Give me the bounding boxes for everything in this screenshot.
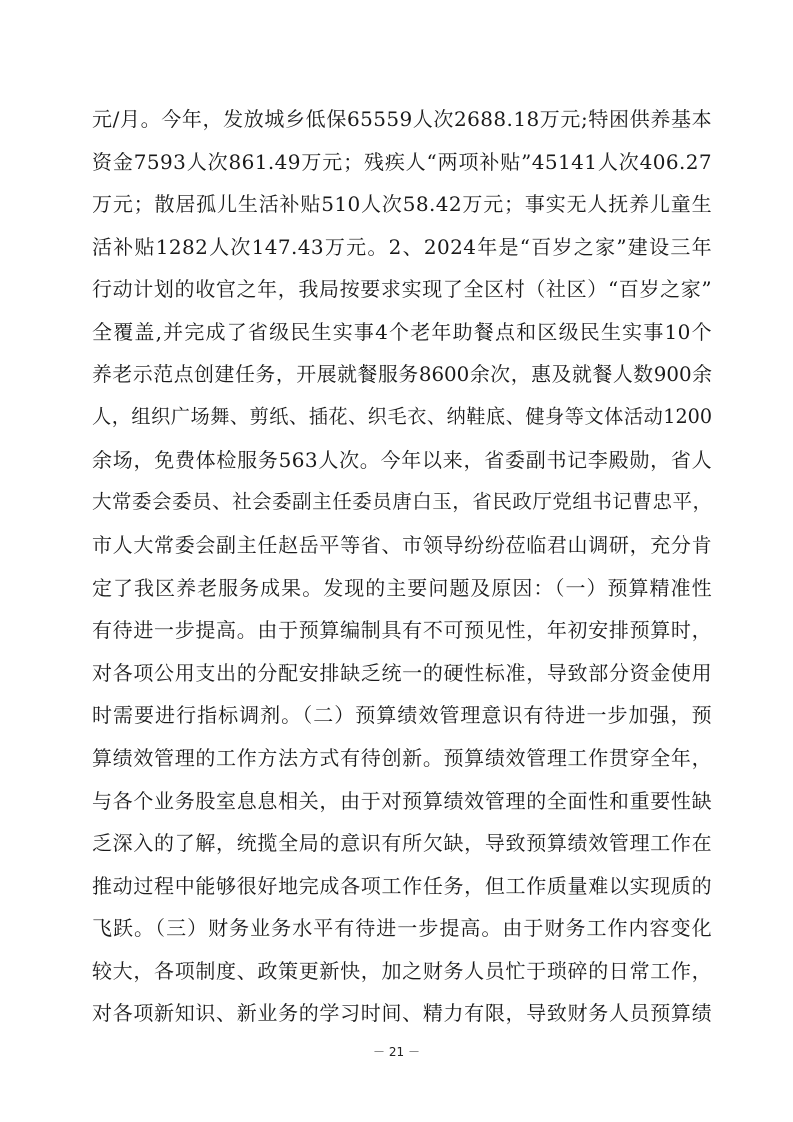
text-line-4: 活补贴1282人次147.43万元。2、2024年是“百岁之家”建设三年 bbox=[92, 234, 712, 259]
text-line-16: 算绩效管理的工作方法方式有待创新。预算绩效管理工作贯穿全年， bbox=[92, 745, 712, 770]
text-line-7: 养老示范点创建任务，开展就餐服务8600余次，惠及就餐人数900余 bbox=[92, 362, 712, 386]
text-line-15: 时需要进行指标调剂。（二）预算绩效管理意识有待进一步加强，预 bbox=[92, 703, 712, 728]
text-line-17: 与各个业务股室息息相关，由于对预算绩效管理的全面性和重要性缺 bbox=[92, 788, 712, 813]
text-line-9: 余场，免费体检服务563人次。今年以来，省委副书记李殿勋，省人 bbox=[92, 447, 712, 472]
text-line-21: 较大，各项制度、政策更新快，加之财务人员忙于琐碎的日常工作， bbox=[92, 958, 712, 983]
body-text bbox=[92, 98, 712, 1035]
text-line-5: 行动计划的收官之年，我局按要求实现了全区村（社区）“百岁之家” bbox=[92, 277, 712, 302]
text-line-12: 定了我区养老服务成果。发现的主要问题及原因：（一）预算精准性 bbox=[92, 575, 712, 600]
text-line-6: 全覆盖,并完成了省级民生实事4个老年助餐点和区级民生实事10个 bbox=[92, 319, 712, 344]
text-line-3: 万元；散居孤儿生活补贴510人次58.42万元；事实无人抚养儿童生 bbox=[92, 192, 712, 217]
text-line-22: 对各项新知识、新业务的学习时间、精力有限，导致财务人员预算绩 bbox=[92, 1001, 712, 1026]
text-line-19: 推动过程中能够很好地完成各项工作任务，但工作质量难以实现质的 bbox=[92, 873, 712, 898]
text-line-14: 对各项公用支出的分配安排缺乏统一的硬性标准，导致部分资金使用 bbox=[92, 660, 712, 685]
text-line-11: 市人大常委会副主任赵岳平等省、市领导纷纷莅临君山调研，充分肯 bbox=[92, 532, 712, 557]
page-number: － 21 － bbox=[373, 1045, 420, 1059]
text-line-8: 人，组织广场舞、剪纸、插花、织毛衣、纳鞋底、健身等文体活动1200 bbox=[92, 405, 712, 429]
text-line-2: 资金7593人次861.49万元；残疾人“两项补贴”45141人次406.27 bbox=[92, 149, 712, 174]
text-line-13: 有待进一步提高。由于预算编制具有不可预见性，年初安排预算时， bbox=[92, 618, 712, 643]
text-line-20: 飞跃。（三）财务业务水平有待进一步提高。由于财务工作内容变化 bbox=[92, 916, 712, 941]
text-line-10: 大常委会委员、社会委副主任委员唐白玉，省民政厅党组书记曹忠平， bbox=[92, 490, 712, 514]
text-line-18: 乏深入的了解，统揽全局的意识有所欠缺，导致预算绩效管理工作在 bbox=[92, 831, 712, 856]
text-line-1: 元/月。今年，发放城乡低保65559人次2688.18万元;特困供养基本 bbox=[92, 107, 712, 131]
